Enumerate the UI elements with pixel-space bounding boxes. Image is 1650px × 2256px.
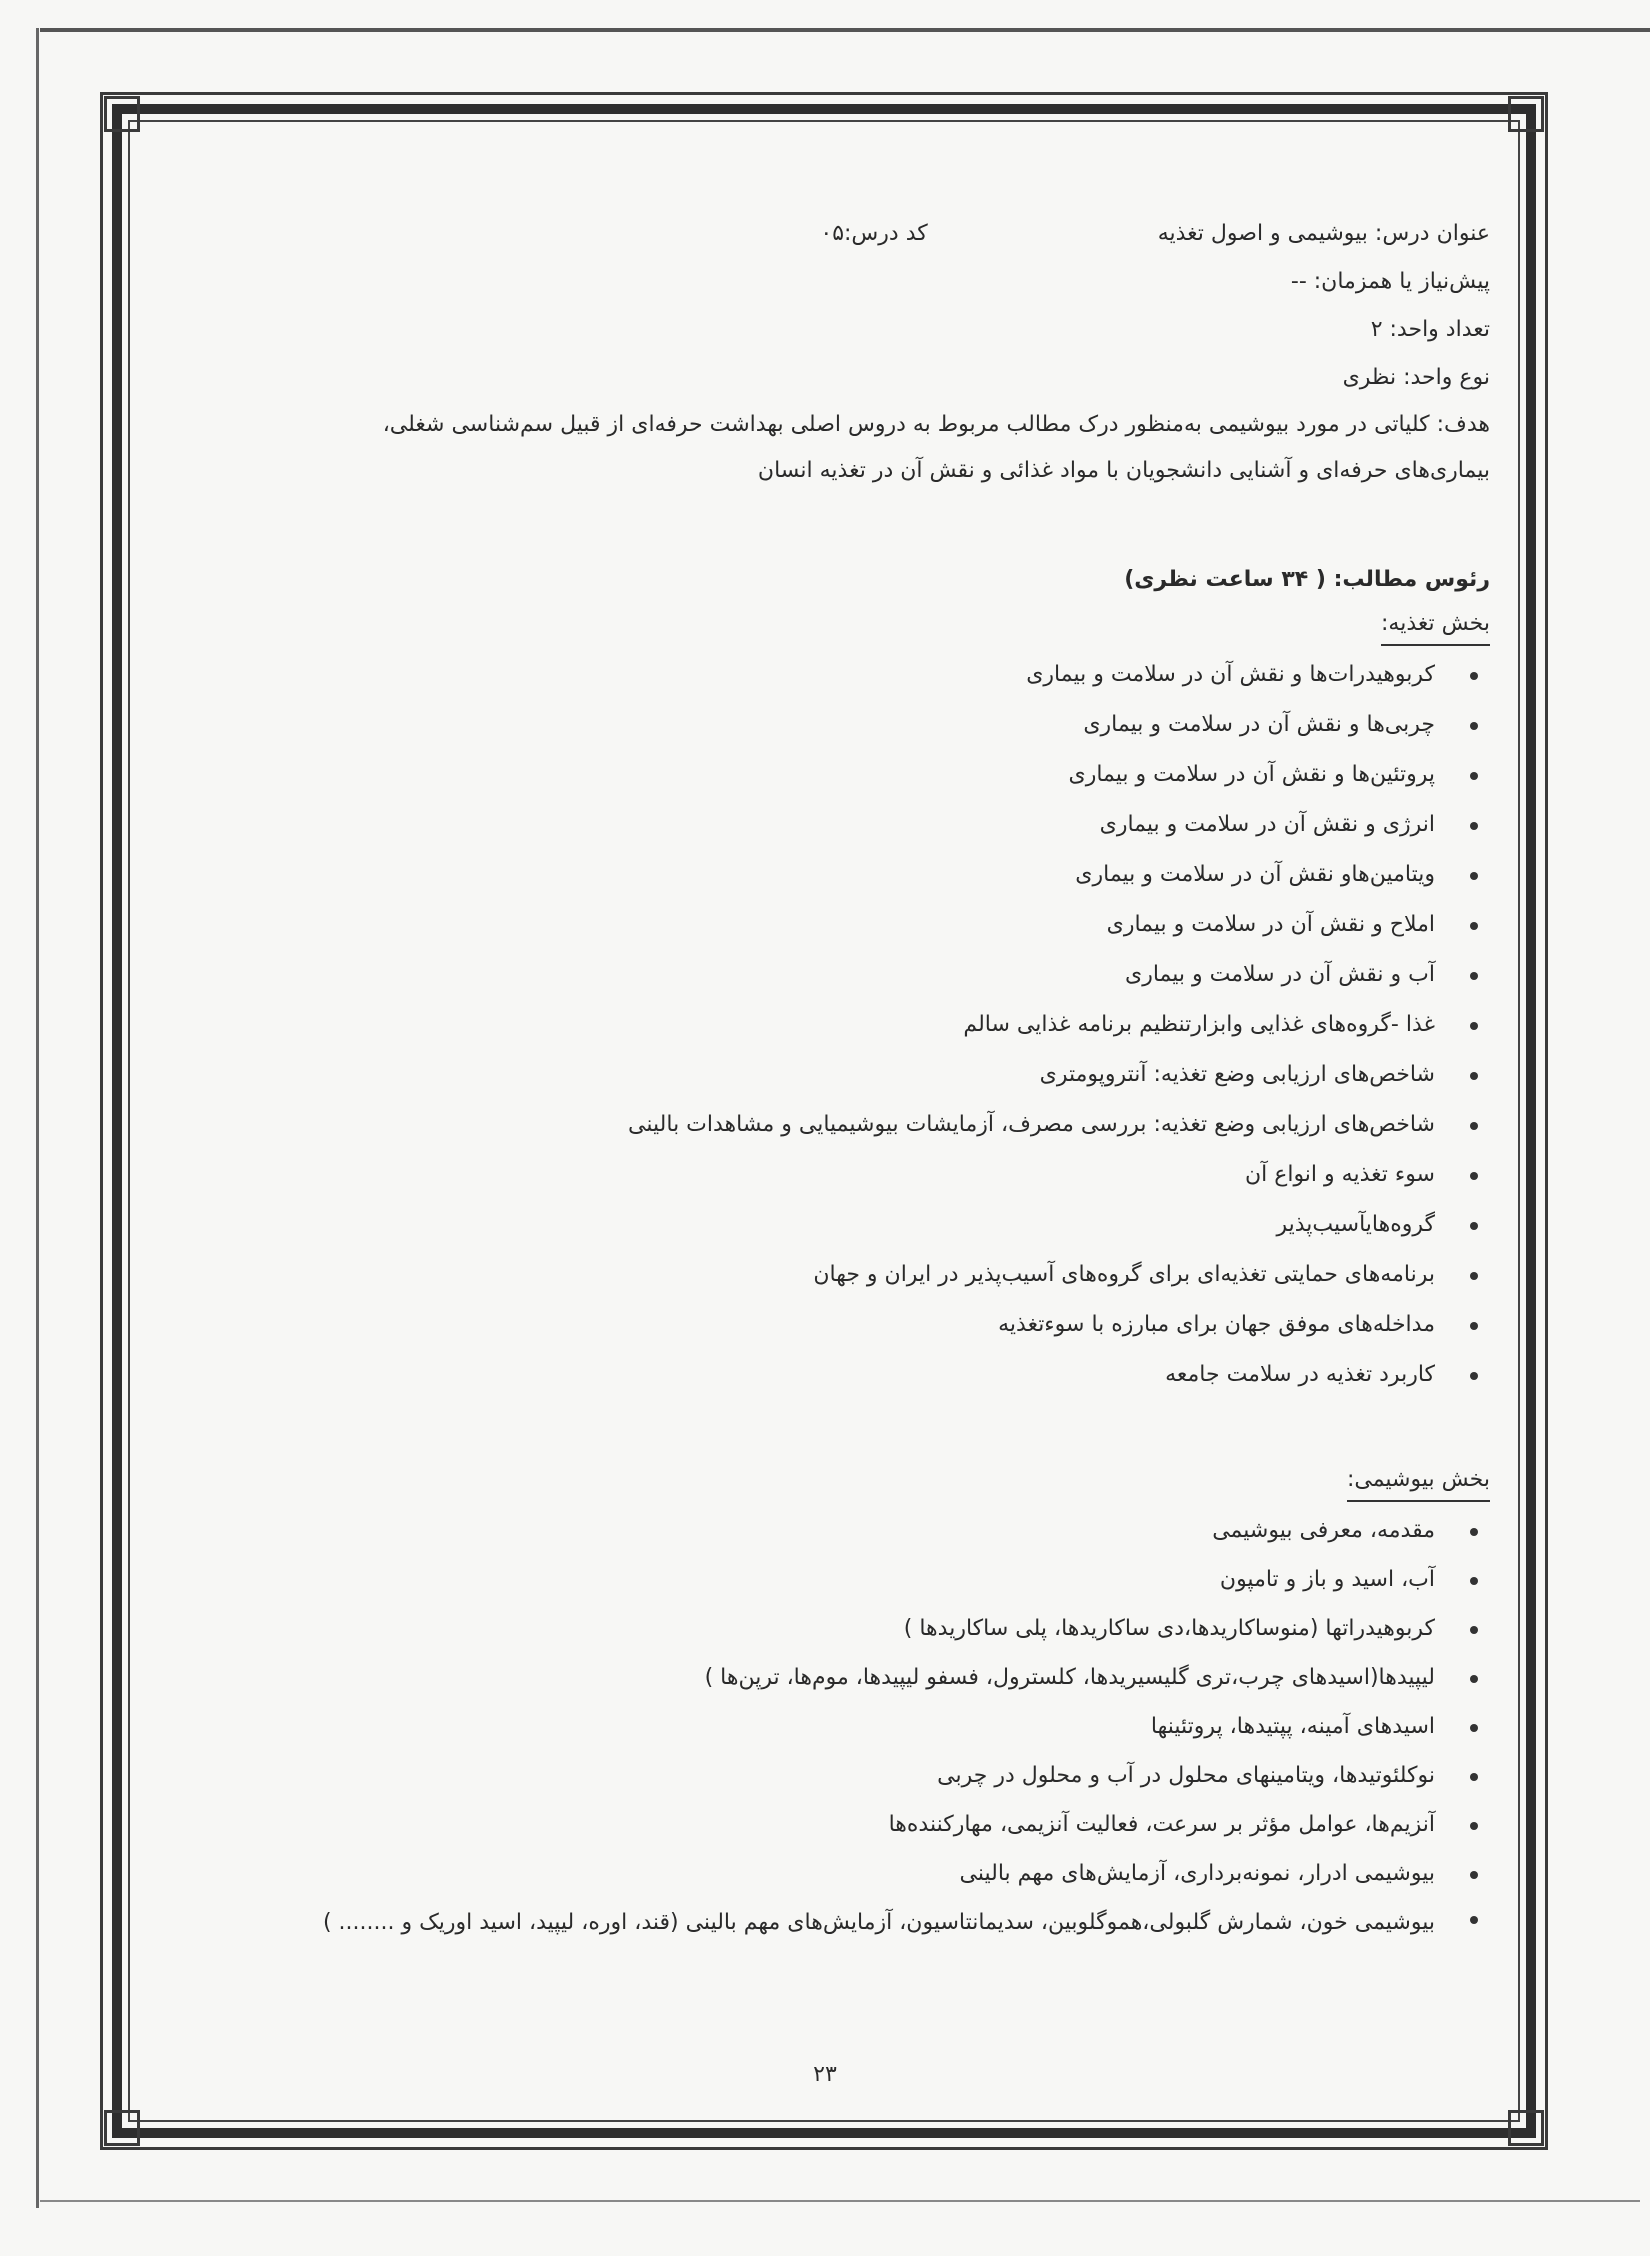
list-item: اسیدهای آمینه، پپتیدها، پروتئینها [160,1702,1490,1751]
list-item: بیوشیمی خون، شمارش گلبولی،هموگلوبین، سدیمانتاسیون، آزمایش‌های مهم بالینی (قند، اوره، لیپید، اسید اوریک و ........ ) [160,1898,1490,1953]
biochemistry-topic-list [160,1506,1490,1953]
list-item: کاربرد تغذیه در سلامت جامعه [160,1350,1490,1400]
nutrition-heading-wrap [160,604,1490,646]
biochemistry-heading-wrap [160,1460,1490,1502]
list-item: برنامه‌های حمایتی تغذیه‌ای برای گروه‌های آسیب‌پذیر در ایران و جهان [160,1250,1490,1300]
course-goal [160,402,1490,494]
unit-count: تعداد واحد: ۲ [1370,317,1490,342]
course-goal-line-1: هدف: کلیاتی در مورد بیوشیمی به‌منظور درک مطالب مربوط به دروس اصلی بهداشت حرفه‌ای از قبیل سم‌شناسی شغلی، [382,412,1490,437]
course-document [160,210,1490,1953]
list-item: غذا -گروه‌های غذایی وابزارتنظیم برنامه غذایی سالم [160,1000,1490,1050]
list-item: آنزیم‌ها، عوامل مؤثر بر سرعت، فعالیت آنزیمی، مهارکننده‌ها [160,1800,1490,1849]
list-item: نوکلئوتیدها، ویتامینهای محلول در آب و محلول در چربی [160,1751,1490,1800]
list-item: کربوهیدرات‌ها و نقش آن در سلامت و بیماری [160,650,1490,700]
list-item: سوء تغذیه و انواع آن [160,1150,1490,1200]
biochemistry-section-heading: بخش بیوشیمی: [1347,1460,1490,1502]
nutrition-section-heading: بخش تغذیه: [1381,604,1490,646]
list-item: املاح و نقش آن در سلامت و بیماری [160,900,1490,950]
course-title: عنوان درس: بیوشیمی و اصول تغذیه [1157,221,1490,246]
list-item: شاخص‌های ارزیابی وضع تغذیه: آنتروپومتری [160,1050,1490,1100]
list-item: گروه‌هایآسیب‌پذیر [160,1200,1490,1250]
outline-heading: رئوس مطالب: ( ۳۴ ساعت نظری) [1124,567,1490,592]
list-item: کربوهیدراتها (منوساکاریدها،دی ساکاریدها، پلی ساکاریدها ) [160,1604,1490,1653]
list-item: شاخص‌های ارزیابی وضع تغذیه: بررسی مصرف، آزمایشات بیوشیمیایی و مشاهدات بالینی [160,1100,1490,1150]
scan-edge-bottom [40,2200,1640,2202]
course-code: کد درس:۰۵ [820,221,928,246]
page-number: ۲۳ [813,2062,837,2087]
unit-type: نوع واحد: نظری [1342,365,1490,390]
list-item: مقدمه، معرفی بیوشیمی [160,1506,1490,1555]
spacer [160,1400,1490,1460]
scan-edge-top [40,28,1650,32]
list-item: بیوشیمی ادرار، نمونه‌برداری، آزمایش‌های مهم بالینی [160,1849,1490,1898]
scan-edge-left [36,28,39,2208]
frame-corner-bottom-right [1508,2110,1544,2146]
list-item: ویتامین‌هاو نقش آن در سلامت و بیماری [160,850,1490,900]
list-item: لیپیدها(اسیدهای چرب،تری گلیسیریدها، کلسترول، فسفو لیپیدها، موم‌ها، ترپن‌ها ) [160,1653,1490,1702]
list-item: انرژی و نقش آن در سلامت و بیماری [160,800,1490,850]
frame-corner-top-right [1508,96,1544,132]
list-item: آب، اسید و باز و تامپون [160,1555,1490,1604]
list-item: مداخله‌های موفق جهان برای مبارزه با سوءتغذیه [160,1300,1490,1350]
spacer [160,494,1490,556]
frame-corner-top-left [104,96,140,132]
list-item: چربی‌ها و نقش آن در سلامت و بیماری [160,700,1490,750]
frame-corner-bottom-left [104,2110,140,2146]
nutrition-topic-list [160,650,1490,1400]
list-item: پروتئین‌ها و نقش آن در سلامت و بیماری [160,750,1490,800]
course-goal-line-2: بیماری‌های حرفه‌ای و آشنایی دانشجویان با مواد غذائی و نقش آن در تغذیه انسان [757,458,1490,483]
course-header-row [160,210,1490,258]
prerequisite: پیش‌نیاز یا همزمان: -- [1290,269,1490,294]
list-item: آب و نقش آن در سلامت و بیماری [160,950,1490,1000]
